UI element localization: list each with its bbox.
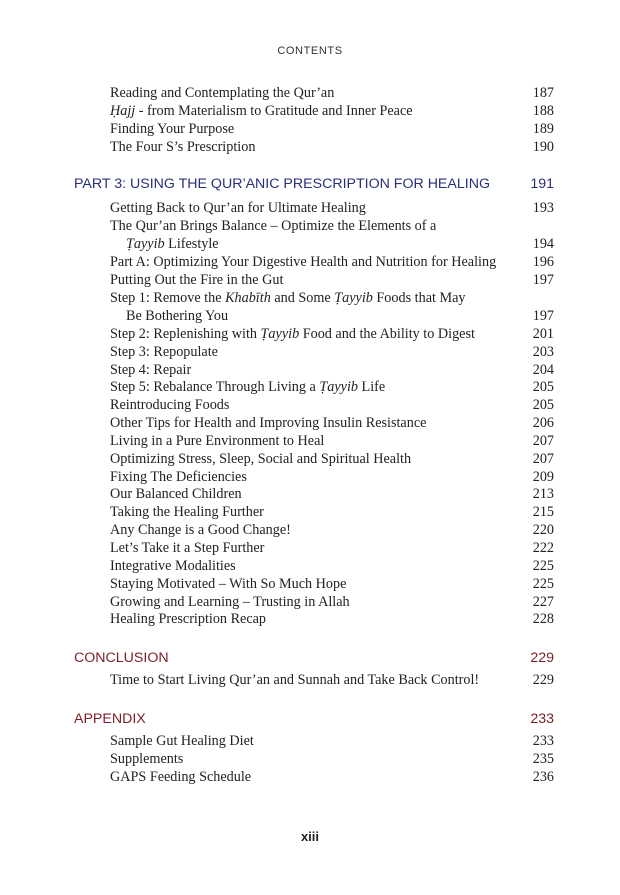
toc-entry-page: 203 [532,344,554,360]
toc-entry-page: 196 [532,254,554,270]
toc-entry[interactable] [0,451,620,469]
toc-entry-continuation[interactable] [0,236,620,254]
toc-entry-title: Putting Out the Fire in the Gut [110,272,284,288]
part-heading[interactable] [0,176,620,194]
italic-term: Khabīth [225,290,271,306]
toc-entry[interactable] [0,272,620,290]
toc-entry-title: Getting Back to Qur’an for Ultimate Healing [110,200,366,216]
toc-entry-title [110,379,385,396]
page-number: xiii [300,829,320,844]
title-text: Food and the Ability to Digest [299,326,475,342]
toc-entry-page: 188 [532,103,554,119]
toc-entry[interactable] [0,576,620,594]
toc-entry-page: 194 [532,236,554,252]
toc-entry[interactable] [0,103,620,121]
toc-entry[interactable] [0,85,620,103]
title-text: and Some [270,290,335,306]
toc-entry-page: 204 [532,362,554,378]
toc-entry-page: 236 [532,769,554,785]
toc-entry[interactable] [0,594,620,612]
toc-entry-title: Reintroducing Foods [110,397,230,413]
toc-entry[interactable] [0,672,620,690]
toc-entry-title: Optimizing Stress, Sleep, Social and Spiritual Health [110,451,412,467]
toc-entry-title [110,103,413,120]
italic-term: Ṭayyib [334,290,373,306]
toc-entry-page: 229 [532,672,554,688]
toc-entry[interactable] [0,344,620,362]
toc-entry[interactable] [0,379,620,397]
toc-entry-title: Living in a Pure Environment to Heal [110,433,325,449]
toc-entry[interactable] [0,290,620,308]
toc-entry-title: The Qur’an Brings Balance – Optimize the Elements of a [110,218,437,234]
title-text: Step 2: Replenishing with [110,326,261,342]
toc-entry[interactable] [0,326,620,344]
toc-entry-page: 206 [532,415,554,431]
toc-entry-title: Finding Your Purpose [110,121,235,137]
toc-entry-title: Be Bothering You [126,308,229,324]
section-title: APPENDIX [74,711,146,727]
toc-entry-title [110,290,466,307]
toc-entry-title: Step 4: Repair [110,362,192,378]
toc-entry-page: 197 [532,308,554,324]
title-text: Step 1: Remove the [110,290,226,306]
toc-entry[interactable] [0,751,620,769]
toc-entry-page: 201 [532,326,554,342]
toc-entry[interactable] [0,218,620,236]
title-text: - from Materialism to Gratitude and Inner Peace [135,103,413,119]
toc-entry-title: Healing Prescription Recap [110,611,267,627]
toc-entry-page: 222 [532,540,554,556]
toc-entry-title: Staying Motivated – With So Much Hope [110,576,347,592]
toc-entry[interactable] [0,362,620,380]
toc-entry-title: GAPS Feeding Schedule [110,769,252,785]
toc-entry-title: Part A: Optimizing Your Digestive Health and Nutrition for Healing [110,254,497,270]
toc-entry-page: 207 [532,433,554,449]
toc-entry-title: Growing and Learning – Trusting in Allah [110,594,350,610]
toc-entry[interactable] [0,504,620,522]
toc-entry[interactable] [0,139,620,157]
toc-entry-page: 225 [532,576,554,592]
toc-entry[interactable] [0,611,620,629]
toc-entry-continuation[interactable] [0,308,620,326]
toc-entry[interactable] [0,558,620,576]
toc-entry-page: 235 [532,751,554,767]
title-text: Step 5: Rebalance Through Living a [110,379,320,395]
toc-entry[interactable] [0,769,620,787]
italic-term: Ṭayyib [319,379,358,395]
toc-entry-title: Time to Start Living Qur’an and Sunnah and Take Back Control! [110,672,480,688]
toc-entry[interactable] [0,433,620,451]
italic-term: Ṭayyib [260,326,300,342]
toc-entry[interactable] [0,469,620,487]
toc-entry-page: 193 [532,200,554,216]
toc-entry-title: Let’s Take it a Step Further [110,540,265,556]
toc-entry-title: Fixing The Deficiencies [110,469,247,485]
appendix-heading[interactable] [0,711,620,729]
toc-entry-page: 197 [532,272,554,288]
toc-entry-page: 213 [532,486,554,502]
toc-entry[interactable] [0,540,620,558]
toc-entry-page: 190 [532,139,554,155]
toc-entry[interactable] [0,415,620,433]
conclusion-heading[interactable] [0,650,620,668]
title-text: Foods that May [372,290,466,306]
toc-entry-page: 228 [532,611,554,627]
toc-entry-page: 227 [532,594,554,610]
toc-entry-page: 187 [532,85,554,101]
toc-entry[interactable] [0,486,620,504]
toc-entry-page: 209 [532,469,554,485]
toc-entry-title [110,326,475,343]
toc-entry-page: 215 [532,504,554,520]
toc-entry[interactable] [0,121,620,139]
toc-entry-title: Taking the Healing Further [110,504,264,520]
toc-entry[interactable] [0,733,620,751]
toc-entry-title [126,236,219,253]
section-page: 233 [530,711,554,727]
toc-entry-page: 220 [532,522,554,538]
toc-entry-title: Reading and Contemplating the Qur’an [110,85,335,101]
part-page: 191 [530,176,554,192]
toc-entry[interactable] [0,397,620,415]
toc-entry-title: Step 3: Repopulate [110,344,218,360]
toc-entry[interactable] [0,200,620,218]
toc-entry-title: Integrative Modalities [110,558,236,574]
toc-entry-page: 205 [532,397,554,413]
part-title: PART 3: USING THE QUR’ANIC PRESCRIPTION FOR HEALING [74,176,490,192]
toc-entry-page: 207 [532,451,554,467]
toc-entry-title: The Four S’s Prescription [110,139,256,155]
running-head: CONTENTS [277,45,343,57]
section-page: 229 [530,650,554,666]
toc-entry-title: Our Balanced Children [110,486,242,502]
toc-entry-page: 225 [532,558,554,574]
toc-entry-title: Other Tips for Health and Improving Insulin Resistance [110,415,427,431]
toc-entry-title: Supplements [110,751,184,767]
italic-term: Ṭayyib [126,236,165,252]
toc-entry-title: Any Change is a Good Change! [110,522,291,538]
title-text: Lifestyle [164,236,219,252]
toc-entry-page: 205 [532,379,554,395]
section-title: CONCLUSION [74,650,169,666]
title-text: Life [357,379,386,395]
toc-entry-title: Sample Gut Healing Diet [110,733,254,749]
italic-term: Ḥajj [110,103,136,119]
toc-entry-page: 189 [532,121,554,137]
toc-entry-page: 233 [532,733,554,749]
toc-entry[interactable] [0,254,620,272]
toc-entry[interactable] [0,522,620,540]
